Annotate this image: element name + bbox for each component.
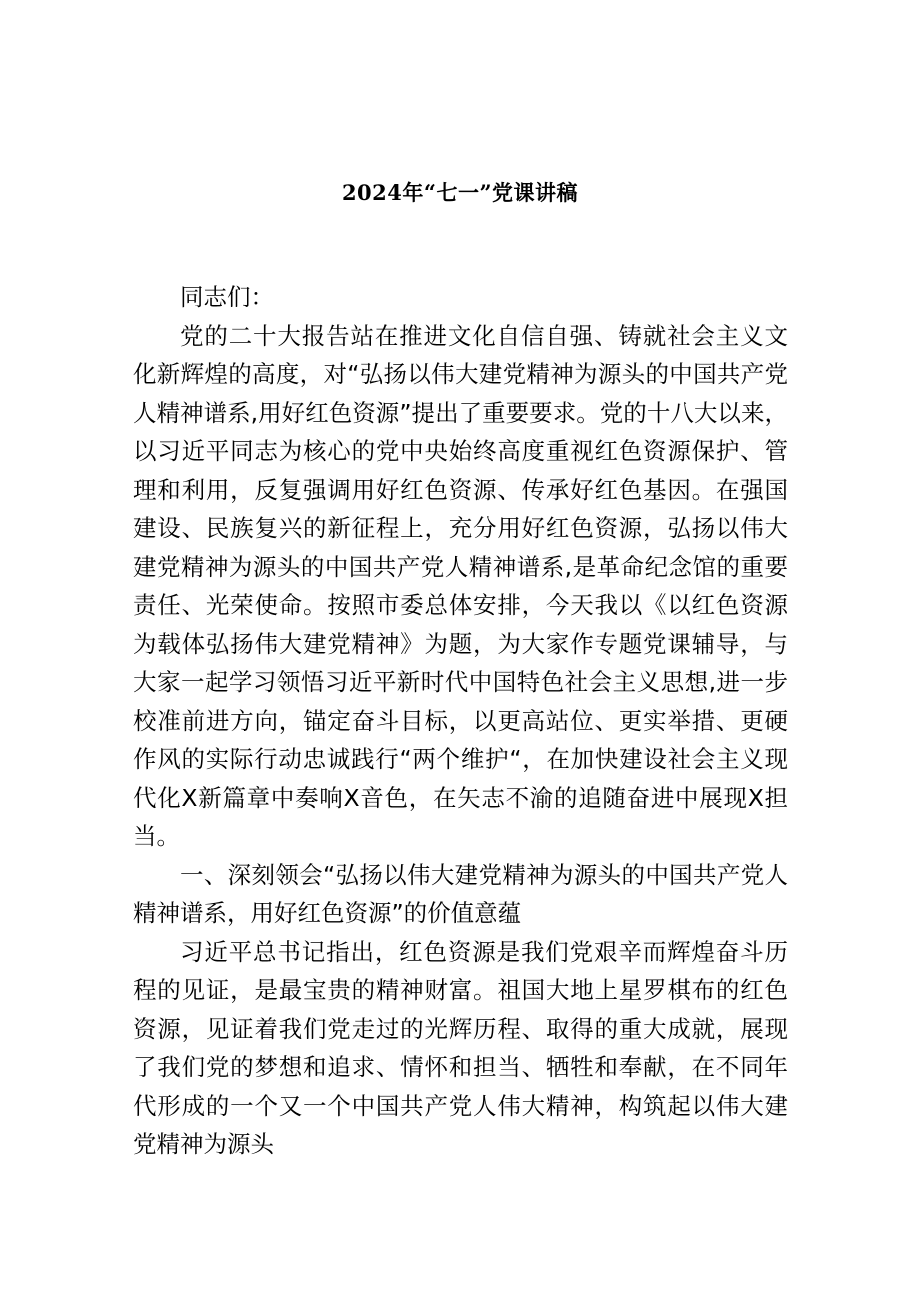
section-paragraph: 习近平总书记指出，红色资源是我们党艰辛而辉煌奋斗历程的见证，是最宝贵的精神财富。祖国大地上星罗棋布的红色资源，见证着我们党走过的光辉历程、取得的重大成就，展现了我们党的梦想和追求、情怀和担当、牺牲和奉献，在不同年代形成的一个又一个中国共产党人伟大精神，构筑起以伟大建党精神为源头 — [133, 937, 788, 1158]
section-heading: 一、深刻领会“弘扬以伟大建党精神为源头的中国共产党人精神谱系，用好红色资源”的价值意蕴 — [133, 860, 788, 927]
intro-paragraph: 党的二十大报告站在推进文化自信自强、铸就社会主义文化新辉煌的高度，对“弘扬以伟大建党精神为源头的中国共产党人精神谱系,用好红色资源”提出了重要要求。党的十八大以来，以习近平同志为核心的党中央始终高度重视红色资源保护、管理和利用，反复强调用好红色资源、传承好红色基因。在强国建设、民族复兴的新征程上，充分用好红色资源，弘扬以伟大建党精神为源头的中国共产党人精神谱系,是革命纪念馆的重要责任、光荣使命。按照市委总体安排，今天我以《以红色资源为载体弘扬伟大建党精神》为题，为大家作专题党课辅导，与大家一起学习领悟习近平新时代中国特色社会主义思想,进一步校准前进方向，锚定奋斗目标，以更高站位、更实举措、更硬作风的实际行动忠诚践行“两个维护“，在加快建设社会主义现代化X新篇章中奏响X音色，在矢志不渝的追随奋进中展现X担当。 — [133, 321, 788, 850]
document-body — [133, 278, 788, 1164]
document-title: 2024年“七一”党课讲稿 — [341, 180, 579, 205]
salutation-paragraph: 同志们： — [180, 283, 274, 311]
